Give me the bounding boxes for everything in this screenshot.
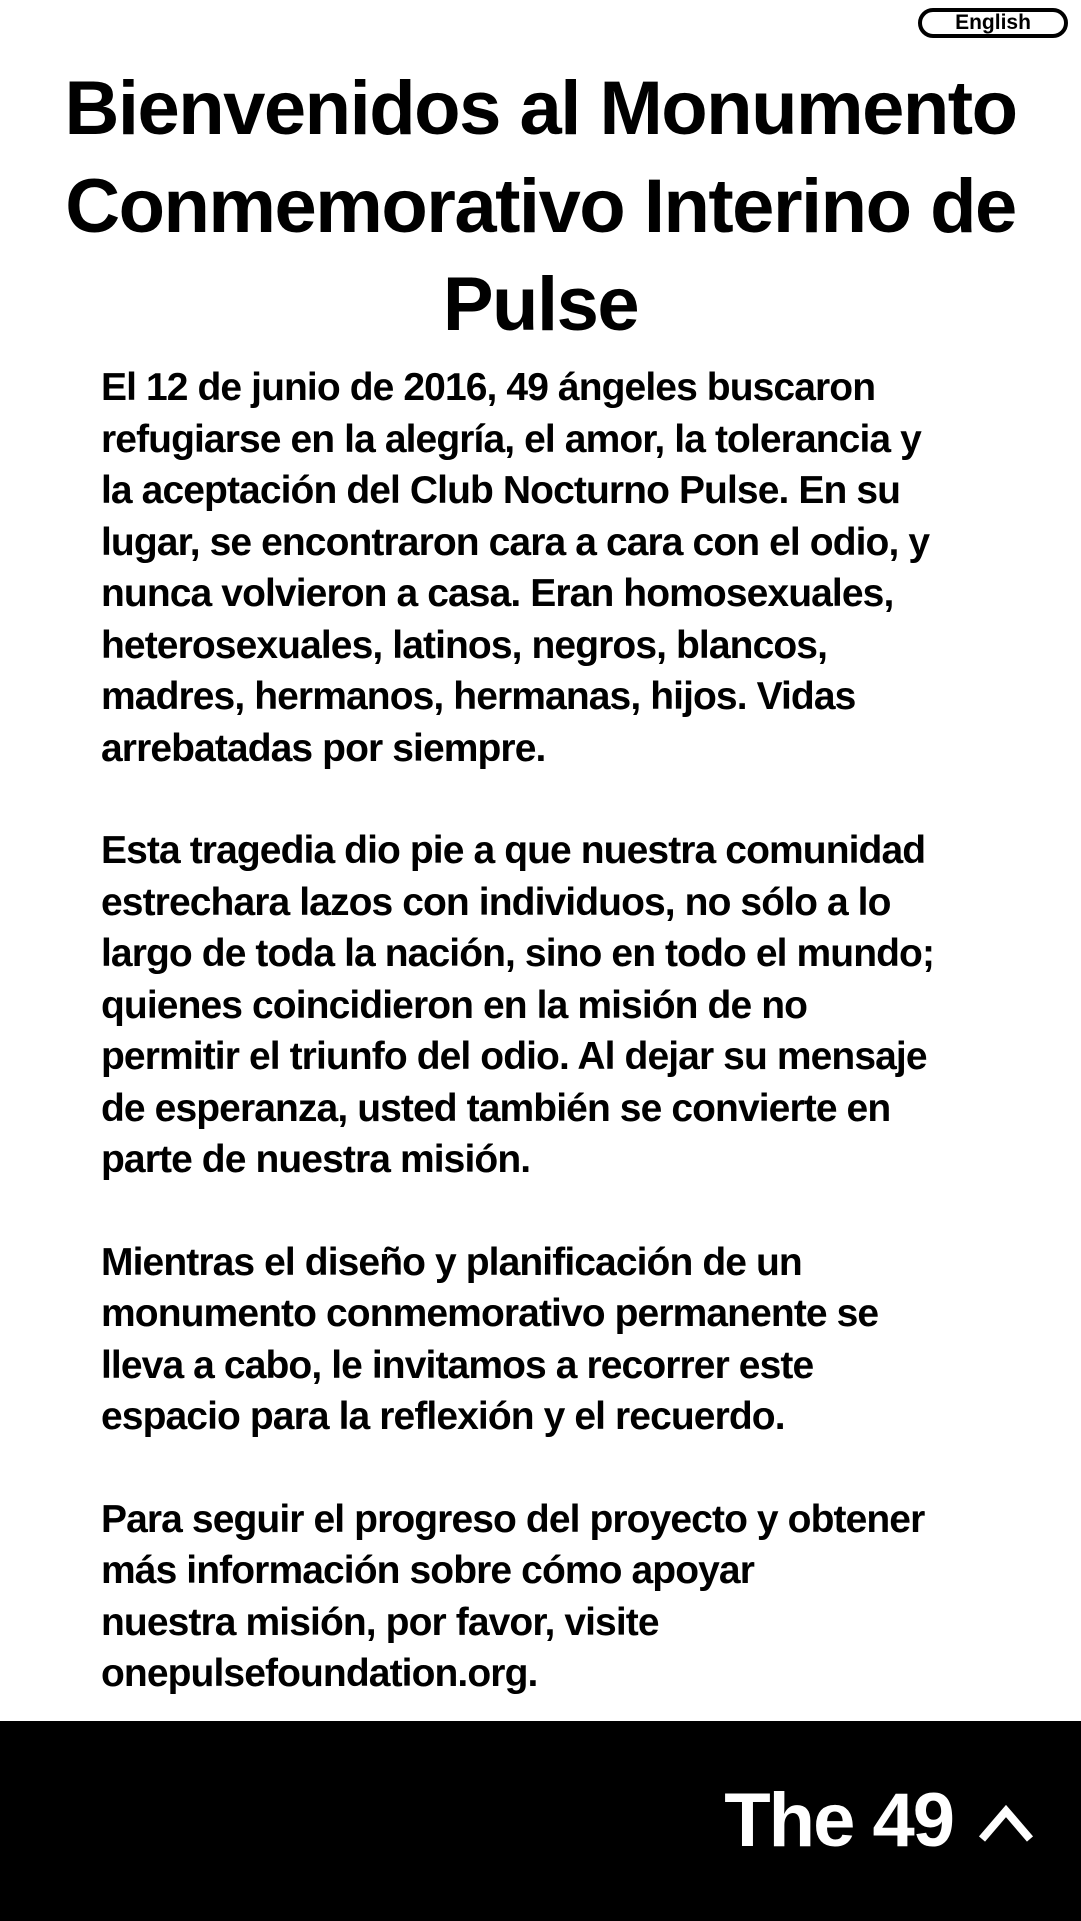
intro-paragraph-2: Esta tragedia dio pie a que nuestra comunidad estrechara lazos con individuos, no sólo a lo largo de toda la nación, sino en todo el mundo; quienes coincidieron en la misión de no permitir el triunfo del odio. Al dejar su mensaje de esperanza, usted también se convierte en parte de nuestra misión. (101, 829, 935, 1181)
intro-text (101, 362, 1021, 1751)
intro-paragraph-3: Mientras el diseño y planificación de un monumento conmemorativo permanente se lleva a cabo, le invitamos a recorrer este espacio para la reflexión y el recuerdo. (101, 1240, 879, 1438)
the-49-label[interactable]: The 49 (724, 1778, 953, 1863)
language-toggle-button[interactable]: English (918, 8, 1068, 38)
page-title: Bienvenidos al Monumento Conmemorativo Interino de Pulse (64, 66, 1017, 347)
chevron-up-icon[interactable] (978, 1803, 1034, 1843)
the-49-drawer-bar[interactable] (0, 1721, 1081, 1921)
intro-paragraph-1: El 12 de junio de 2016, 49 ángeles buscaron refugiarse en la alegría, el amor, la tolerancia y la aceptación del Club Nocturno Pulse. En su lugar, se encontraron cara a cara con el odio, y nunca volvieron a casa. Eran homosexuales, heterosexuales, latinos, negros, blancos, madres, hermanos, hermanas, hijos. Vidas arrebatadas por siempre. (101, 366, 930, 770)
intro-paragraph-4: Para seguir el progreso del proyecto y obtener más información sobre cómo apoyar nuestra misión, por favor, visite onepulsefoundation.org. (101, 1497, 925, 1695)
